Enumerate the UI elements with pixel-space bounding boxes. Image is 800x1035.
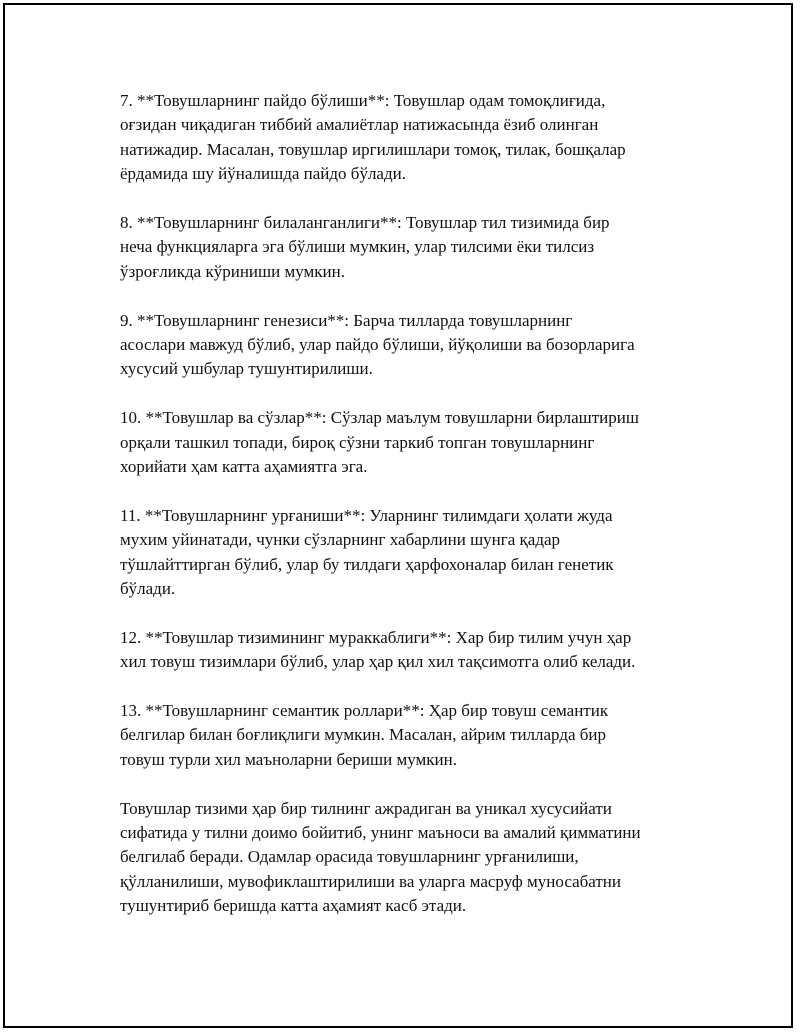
- paragraph-13: 13. **Товушларнинг семантик роллари**: Ҳар бир товуш семантик белгилар билан боғлиқлиги мумкин. Масалан, айрим тилларда бир товуш турли хил маъноларни бериши мумкин.: [120, 701, 609, 769]
- paragraph-12: 12. **Товушлар тизимининг мураккаблиги**: Хар бир тилим учун ҳар хил товуш тизимлари бўлиб, улар ҳар қил хил тақсимотга олиб келади.: [120, 627, 636, 672]
- document-body: [120, 89, 700, 943]
- paragraph-7: 7. **Товушларнинг пайдо бўлиши**: Товушлар одам томоқлиғида, оғзидан чиқадиган тиббий амалиётлар натижасында ёзиб олинган натижадир. Масалан, товушлар иргилишлари томоқ, тилак, бошқалар ёрдамида шу йўналишда пайдо бўлади.: [120, 91, 626, 184]
- paragraph-8: 8. **Товушларнинг билаланганлиги**: Товушлар тил тизимида бир неча функцияларга эга бўлиши мумкин, улар тилсими ёки тилсиз ўзроғликда кўриниши мумкин.: [120, 213, 610, 281]
- conclusion-paragraph: Товушлар тизими ҳар бир тилнинг ажрадиган ва уникал хусусийати сифатида у тилни доимо бойитиб, унинг маъноси ва амалий қимматини белгилаб беради. Одамлар орасида товушларнинг урғанилиши, қўлланилиши, мувофиклаштирилиши ва уларга масруф муносабатни тушунтириб беришда катта аҳамият касб этади.: [120, 798, 641, 916]
- paragraph-11: 11. **Товушларнинг урғаниши**: Уларнинг тилимдаги ҳолати жуда мухим уйинатади, чунки сўзларнинг хабарлини шунга қадар тўшлайттирган бўлиб, улар бу тилдаги ҳарфохоналар билан генетик бўлади.: [120, 505, 614, 599]
- paragraph-10: 10. **Товушлар ва сўзлар**: Сўзлар маълум товушларни бирлаштириш орқали ташкил топади, бироқ сўзни таркиб топган товушларнинг хорийати ҳам катта аҳамиятга эга.: [120, 408, 639, 477]
- paragraph-9: 9. **Товушларнинг генезиси**: Барча тилларда товушларнинг асослари мавжуд бўлиб, улар пайдо бўлиши, йўқолиши ва бозорларига хусусий ушбулар тушунтирилиши.: [120, 310, 635, 379]
- document-page: [3, 3, 793, 1028]
